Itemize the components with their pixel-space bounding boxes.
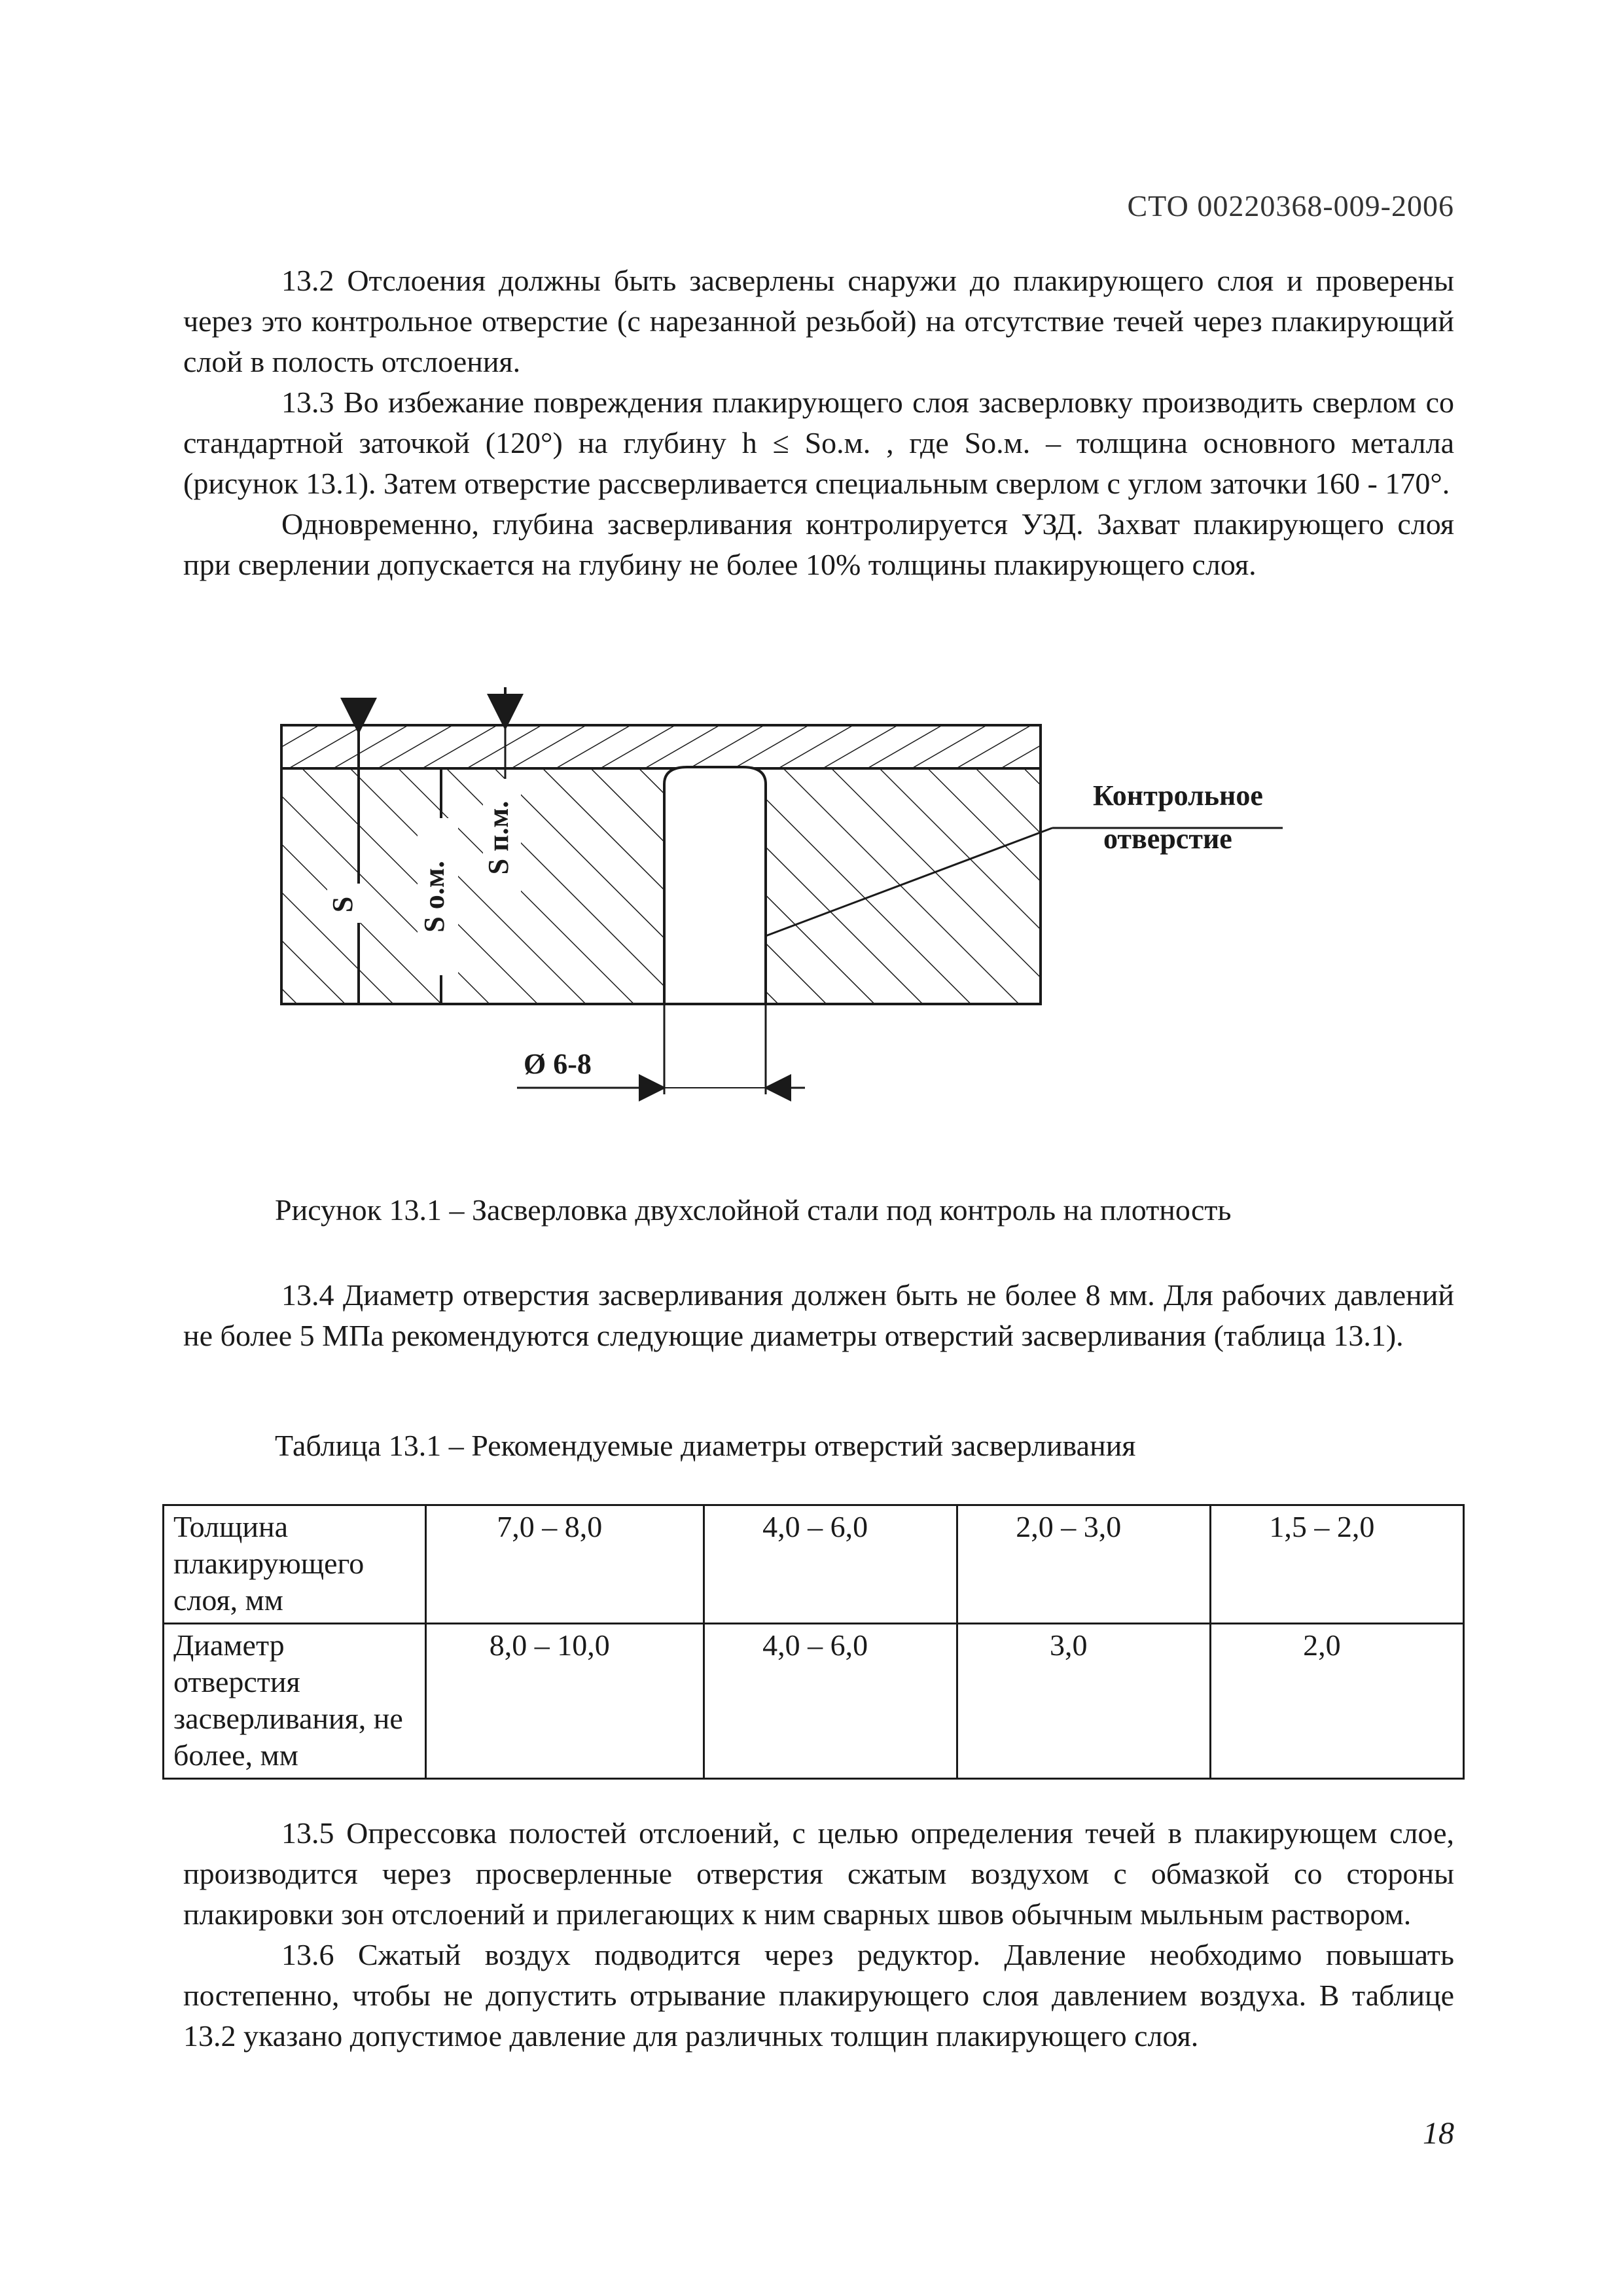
label-s: S	[327, 896, 359, 913]
text-block-13-4	[183, 1275, 1454, 1356]
table-cell: 1,5 – 2,0	[1210, 1505, 1463, 1624]
paragraph-13-3: 13.3 Во избежание повреждения плакирующего слоя засверловку производить сверлом со стандартной заточкой (120°) на глубину h ≤ So.м. , где So.м. – толщина основного металла (рисунок 13.1). Затем отверстие рассверливается специальным сверлом с углом заточки 160 - 170°.	[183, 386, 1454, 500]
bimetal-section-drawing	[262, 681, 1335, 1126]
control-hole	[664, 767, 766, 1004]
page-number: 18	[1423, 2116, 1454, 2151]
table-cell: 3,0	[957, 1624, 1210, 1779]
paragraph-uzd: Одновременно, глубина засверливания контролируется УЗД. Захват плакирующего слоя при сверлении допускается на глубину не более 10% толщины плакирующего слоя.	[183, 507, 1454, 581]
document-code: СТО 00220368-009-2006	[1127, 189, 1454, 223]
text-block-bottom	[183, 1813, 1454, 2056]
label-control-line2: отверстие	[1103, 823, 1232, 855]
label-control-line1: Контрольное	[1093, 780, 1263, 812]
table-cell: 8,0 – 10,0	[426, 1624, 704, 1779]
paragraph-13-4: 13.4 Диаметр отверстия засверливания должен быть не более 8 мм. Для рабочих давлений не более 5 МПа рекомендуются следующие диаметры отверстий засверливания (таблица 13.1).	[183, 1278, 1454, 1352]
base-metal-layer	[281, 768, 1041, 1004]
paragraph-13-6: 13.6 Сжатый воздух подводится через редуктор. Давление необходимо повышать постепенно, чтобы не допустить отрывание плакирующего слоя давлением воздуха. В таблице 13.2 указано допустимое давление для различных толщин плакирующего слоя.	[183, 1938, 1454, 2053]
table-row	[164, 1624, 1464, 1779]
table-row-header: Диаметр отверстия засверливания, не более, мм	[164, 1624, 426, 1779]
table-cell: 4,0 – 6,0	[704, 1505, 957, 1624]
figure-caption: Рисунок 13.1 – Засверловка двухслойной стали под контроль на плотность	[275, 1193, 1232, 1227]
label-som: S о.м.	[418, 861, 451, 933]
table-row	[164, 1505, 1464, 1624]
table-cell: 2,0 – 3,0	[957, 1505, 1210, 1624]
drilling-figure	[262, 681, 1335, 1126]
table-caption: Таблица 13.1 – Рекомендуемые диаметры отверстий засверливания	[275, 1429, 1136, 1462]
label-diameter: Ø 6-8	[524, 1048, 592, 1080]
cladding-layer	[281, 725, 1041, 768]
text-block-top	[183, 260, 1454, 585]
table-row-header: Толщина плакирующего слоя, мм	[164, 1505, 426, 1624]
paragraph-13-2: 13.2 Отслоения должны быть засверлены снаружи до плакирующего слоя и проверены через это контрольное отверстие (с нарезанной резьбой) на отсутствие течей через плакирующий слой в полость отслоения.	[183, 264, 1454, 378]
table-cell: 7,0 – 8,0	[426, 1505, 704, 1624]
label-spm: S п.м.	[482, 800, 515, 875]
table-cell: 4,0 – 6,0	[704, 1624, 957, 1779]
paragraph-13-5: 13.5 Опрессовка полостей отслоений, с целью определения течей в плакирующем слое, производится через просверленные отверстия сжатым воздухом с обмазкой со стороны плакировки зон отслоений и прилегающих к ним сварных швов обычным мыльным раствором.	[183, 1816, 1454, 1931]
recommended-diameters-table	[162, 1504, 1465, 1780]
table-cell: 2,0	[1210, 1624, 1463, 1779]
